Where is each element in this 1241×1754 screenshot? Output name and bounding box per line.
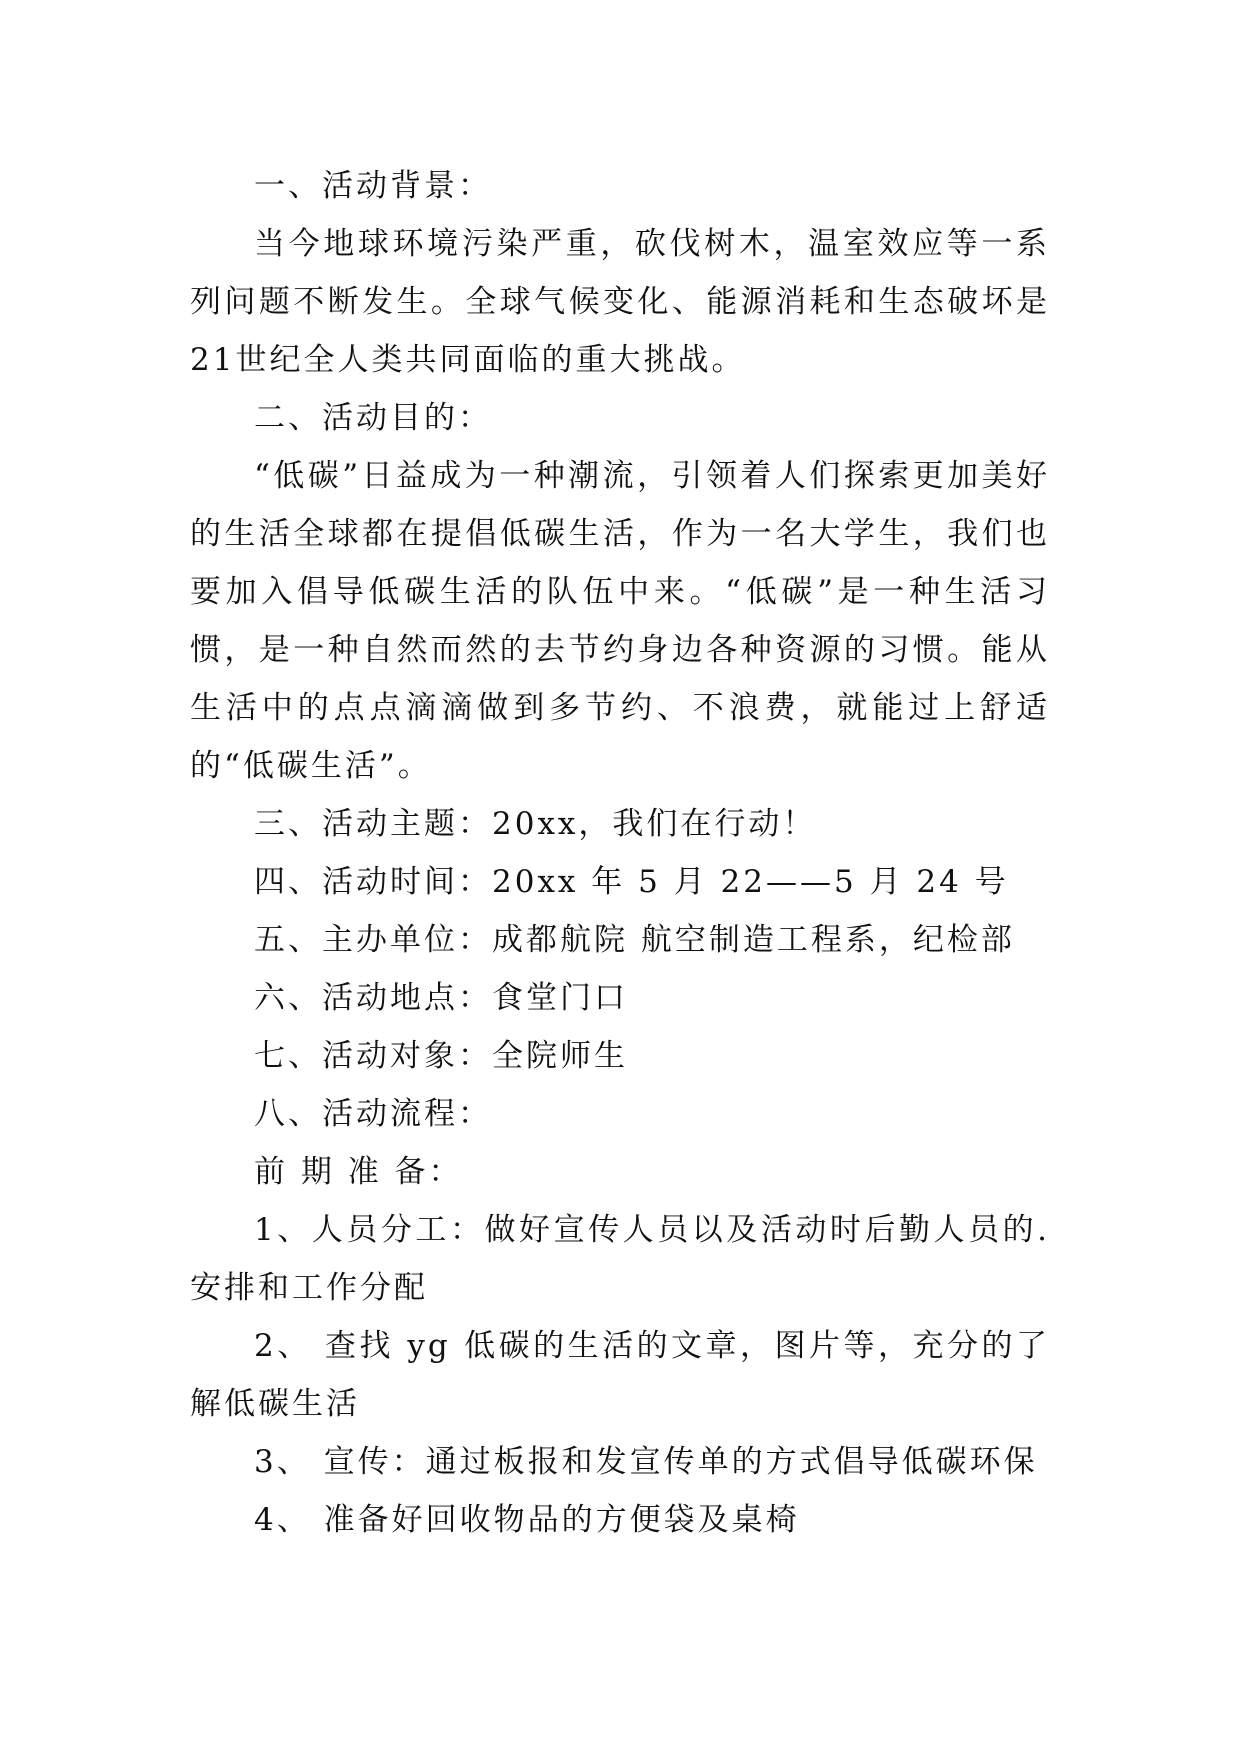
background-paragraph: 当今地球环境污染严重，砍伐树木，温室效应等一系列问题不断发生。全球气候变化、能源消耗和生态破坏是21世纪全人类共同面临的重大挑战。 bbox=[190, 226, 1050, 378]
section-heading-process: 八、活动流程： bbox=[254, 1096, 492, 1132]
list-item-staffing: 1、人员分工：做好宣传人员以及活动时后勤人员的.安排和工作分配 bbox=[190, 1212, 1050, 1306]
section-heading-purpose: 二、活动目的： bbox=[254, 400, 492, 436]
list-item-supplies: 4、 准备好回收物品的方便袋及桌椅 bbox=[254, 1502, 800, 1538]
activity-audience: 七、活动对象：全院师生 bbox=[254, 1038, 628, 1074]
activity-theme: 三、活动主题：20xx，我们在行动！ bbox=[254, 806, 817, 842]
activity-organizer: 五、主办单位：成都航院 航空制造工程系，纪检部 bbox=[254, 922, 1015, 958]
section-heading-background: 一、活动背景： bbox=[254, 168, 492, 204]
document-body bbox=[190, 157, 1050, 1549]
activity-time: 四、活动时间：20xx 年 5 月 22——5 月 24 号 bbox=[254, 864, 1009, 900]
preparation-heading: 前 期 准 备： bbox=[254, 1154, 463, 1190]
purpose-paragraph: “低碳”日益成为一种潮流，引领着人们探索更加美好的生活全球都在提倡低碳生活，作为一名大学生，我们也要加入倡导低碳生活的队伍中来。“低碳”是一种生活习惯，是一种自然而然的去节约身边各种资源的习惯。能从生活中的点点滴滴做到多节约、不浪费，就能过上舒适的“低碳生活”。 bbox=[190, 458, 1050, 784]
activity-location: 六、活动地点：食堂门口 bbox=[254, 980, 628, 1016]
list-item-research: 2、 查找 yg 低碳的生活的文章，图片等，充分的了解低碳生活 bbox=[190, 1328, 1050, 1422]
list-item-publicity: 3、 宣传：通过板报和发宣传单的方式倡导低碳环保 bbox=[254, 1444, 1038, 1480]
